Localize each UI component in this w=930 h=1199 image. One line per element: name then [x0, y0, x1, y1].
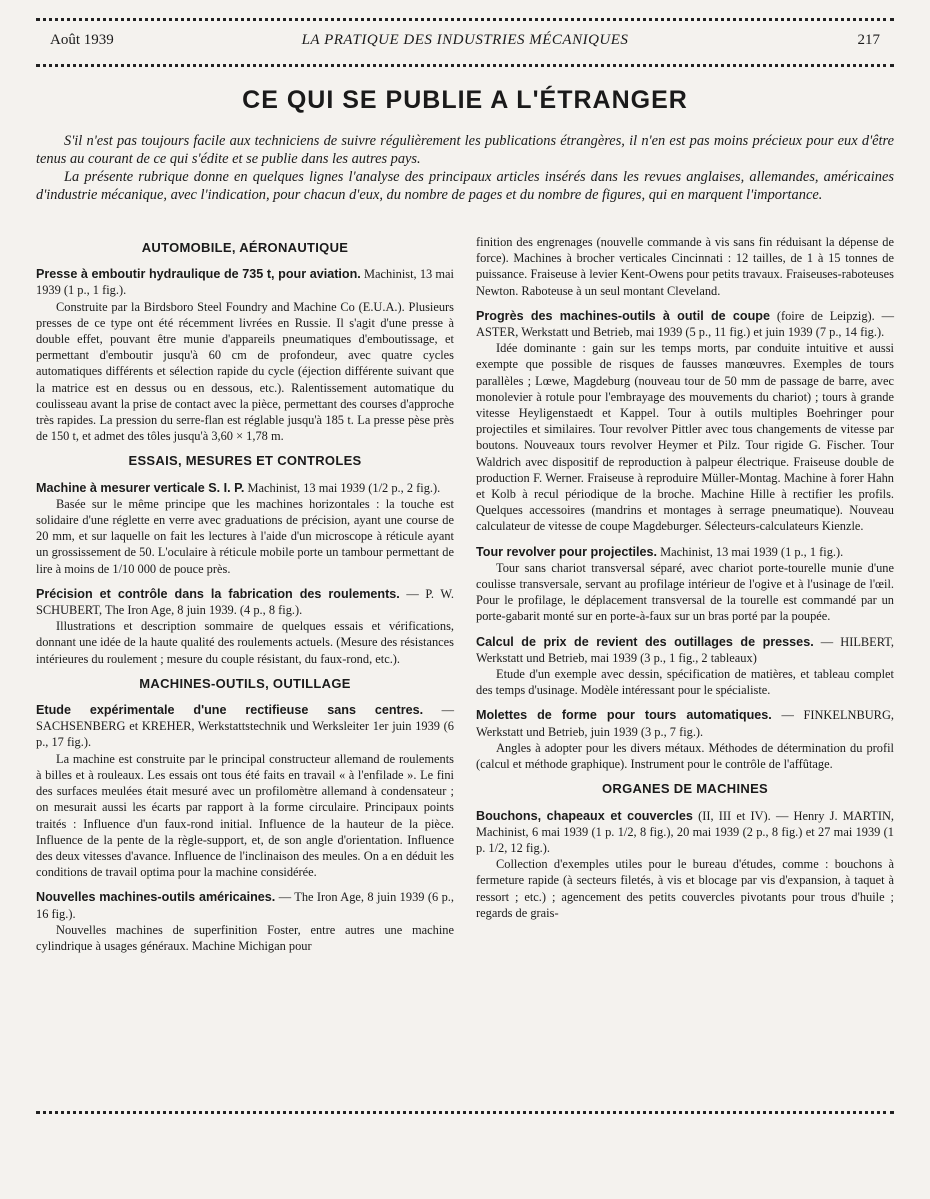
article-header [476, 634, 894, 666]
article [36, 266, 454, 444]
article [476, 634, 894, 699]
article-reference: — P. W. SCHUBERT, The Iron Age, 8 juin 1939. (4 p., 8 fig.). [36, 586, 454, 618]
article-reference: Machinist, 13 mai 1939 (1 p., 1 fig.). [660, 544, 844, 559]
article-reference: (II, III et IV). — Henry J. MARTIN, Machinist, 6 mai 1939 (1 p. 1/2, 8 fig.), 20 mai 1939 (2 p., 8 fig.) et 27 mai 1939 (1 p. 1/2, 12 fig.). [476, 808, 895, 855]
article-body: La machine est construite par le principal constructeur allemand de roulements à billes et à rouleaux. Les essais ont tous été faits en travail « à l'enfilade ». Le fini des surfaces meulées était mesuré avec un profilomètre allemand à condensateur ; on mesurait aussi les écarts par rapport à la forme circulaire. Principaux points traités : Influence d'un faux-rond initial. Influence de la hauteur de la pièce. Influence de la pente de la règle-support, et, de son angle d'orientation. Influence des deux vitesses d'avance. Influence de l'inclinaison des meules. On a en déduit les conditions de travail optima pour la machine considérée. [36, 751, 454, 880]
right-column [476, 234, 894, 930]
article-header [36, 586, 454, 618]
article-header [36, 480, 454, 496]
header-rule [36, 64, 894, 67]
article-body: Nouvelles machines de superfinition Foster, entre autres une machine cylindrique à usages généraux. Machine Michigan pour [36, 922, 454, 953]
section-heading: MACHINES-OUTILS, OUTILLAGE [139, 675, 351, 691]
running-header [50, 32, 880, 52]
article-body: Collection d'exemples utiles pour le bureau d'études, comme : bouchons à fermeture rapide (à secteurs filetés, à vis et blocage par vis d'expansion, à taquet à ressort ; etc.) ; agencement des petits couvercles pivotants pour trous d'huile ; regards de grais- [476, 857, 894, 920]
intro [36, 132, 894, 204]
article-reference: Machinist, 13 mai 1939 (1/2 p., 2 fig.). [247, 480, 441, 495]
article-title: Précision et contrôle dans la fabrication des roulements. [36, 586, 400, 601]
article-body: Etude d'un exemple avec dessin, spécification de matières, et tableau complet des temps d'usinage. Modèle intéressant pour le spécialiste. [476, 667, 894, 698]
article [36, 480, 454, 577]
article-title: Tour revolver pour projectiles. [476, 544, 658, 559]
article-header [36, 702, 454, 751]
article-title: Presse à emboutir hydraulique de 735 t, pour aviation. [36, 267, 361, 282]
intro-paragraph: La présente rubrique donne en quelques lignes l'analyse des principaux articles insérés dans les revues anglaises, allemandes, américaines d'industrie mécanique, avec l'indication, pour chacun d'eux, du nombre de pages et du nombre de figures, qui en marquent l'importance. [36, 169, 894, 203]
header-page-number: 217 [857, 32, 880, 48]
article-body: Angles à adopter pour les divers métaux. Méthodes de détermination du profil (calcul et méthode graphique). Instrument pour le contrôle de l'affûtage. [476, 740, 894, 772]
article [36, 702, 454, 880]
header-journal: LA PRATIQUE DES INDUSTRIES MÉCANIQUES [301, 32, 629, 48]
article-title: Molettes de forme pour tours automatiques. [476, 708, 772, 723]
article-title: Machine à mesurer verticale S. I. P. [36, 480, 245, 495]
article-reference: — SACHSENBERG et KREHER, Werkstattstechnik und Werksleiter 1er juin 1939 (6 p., 17 fig.). [36, 703, 454, 750]
article-body: Idée dominante : gain sur les temps morts, par conduite intuitive et aussi exempte que possible de risques de fausses manœuvres. Exemples de tours parallèles ; Lœwe, Magdeburg (nouveau tour de 50 mm de passage de barre, avec monolevier à rotule pour l'embrayage des mouvements du chariot) ; tours à grande vitesse Heyligenstaedt et Kappel. Tour à outils multiples Boehringer pour projectiles et similaires. Tour revolver Pittler avec tous changements de vitesse par boutons. Nouveaux tours revolver Heymer et Pilz. Tour rigide G. Fischer. Tour Waldrich avec dispositif de reproduction à palpeur électrique. Fraiseuse double de production F. Werner. Fraiseuse à reproduire Müller-Montag. Machine à forer Hahn et Kolb à recul périodique de la broche. Machine Hille à rectifier les profils. Quelques accessoires (mandrins et montages à serrage pneumatique). Nouveau calculateur de vitesse de coupe Magdeburger. Sélecteurs-calculateurs Kienzle. [476, 341, 894, 534]
header-date: Août 1939 [50, 32, 114, 48]
section-heading: AUTOMOBILE, AÉRONAUTIQUE [141, 240, 349, 255]
article-reference: — HILBERT, Werkstatt und Betrieb, mai 1939 (3 p., 1 fig., 2 tableaux) [476, 634, 894, 665]
article-reference: — FINKELNBURG, Werkstatt und Betrieb, juin 1939 (3 p., 7 fig.). [476, 708, 894, 739]
article-header [36, 266, 454, 298]
article-title: Nouvelles machines-outils américaines. [36, 890, 276, 905]
article-title: Calcul de prix de revient des outillages de presses. [476, 634, 814, 649]
article-header [476, 707, 894, 739]
article-header [476, 808, 894, 857]
article-reference: — The Iron Age, 8 juin 1939 (6 p., 16 fig.). [36, 890, 454, 921]
article-header [476, 308, 894, 340]
article-body: Tour sans chariot transversal séparé, avec chariot porte-tourelle munie d'une coulisse transversale, servant au profilage intérieur de l'ogive et à l'usinage de l'œil. Pour le profilage, le déplacement transversal de la tourelle est commandé par un porte-gabarit monté sur en porte-à-faux sur un bras porté par la poupée. [476, 560, 894, 624]
article-body: Construite par la Birdsboro Steel Foundry and Machine Co (E.U.A.). Plusieurs presses de ce type ont été récemment livrées en Russie. Il s'agit d'une presse à double effet, pouvant être munie d'appareils pneumatiques d'emboutissage, et permettant d'emboutir jusqu'à 60 cm de profondeur, avec quatre cycles automatiques différents et sélection rapide du cycle (éjection différente suivant que la matrice est en dessus ou en dessous, etc.). Ralentissement automatique du coulisseau avant la prise de contact avec la pièce, permettant des courses d'approche très rapides. La pression du serre-flan est réglable jusqu'à 185 t. La presse pèse près de 150 t, et admet des tôles jusqu'à 3,60 × 1,78 m. [36, 299, 454, 444]
article-header [476, 544, 894, 560]
article-body: Illustrations et description sommaire de quelques essais et vérifications, donnant une idée de la haute qualité des roulements actuels. (Mesure des résistances intérieures du roulement ; mesure du couple résistant, du faux-rond, etc.). [36, 619, 454, 666]
article [476, 308, 894, 535]
bottom-rule [36, 1111, 894, 1114]
top-rule [36, 18, 894, 21]
article [476, 707, 894, 772]
article-body: finition des engrenages (nouvelle commande à vis sans fin réduisant la dépense de force). Machines à brocher verticales Cincinnati : 12 tailles, de 1 à 15 tonnes de puissance. Fraiseuse à levier Kent-Owens pour petits travaux. Fraiseuses-raboteuses Newton. Raboteuse à un seul montant Cleveland. [476, 235, 894, 298]
article [476, 544, 894, 625]
page-title: CE QUI SE PUBLIE A L'ÉTRANGER [242, 86, 688, 114]
article [476, 808, 894, 921]
article-continuation [476, 234, 894, 299]
intro-paragraph: S'il n'est pas toujours facile aux techniciens de suivre régulièrement les publications étrangères, il n'en est pas moins précieux pour eux d'être tenus au courant de ce qui s'édite et se publie dans les autres pays. [36, 133, 894, 167]
article [36, 586, 454, 667]
article-title: Bouchons, chapeaux et couvercles [476, 808, 693, 823]
article-title: Etude expérimentale d'une rectifieuse sans centres. [36, 703, 424, 718]
article-body: Basée sur le même principe que les machines horizontales : la touche est solidaire d'une réglette en verre avec graduations de précision, ayant une course de 20 mm, et sur laquelle on fait les lectures à l'aide d'un microscope à réticule ayant un grossissement de 50. L'oculaire à réticule mobile porte un tambour permettant de lire à moins de 1/10 000 de pouce près. [36, 496, 454, 576]
left-column [36, 234, 454, 963]
article-reference: Machinist, 13 mai 1939 (1 p., 1 fig.). [36, 267, 454, 298]
section-heading: ORGANES DE MACHINES [601, 781, 769, 797]
section-heading: ESSAIS, MESURES ET CONTROLES [128, 453, 362, 469]
article-header [36, 889, 454, 921]
article-title: Progrès des machines-outils à outil de coupe [476, 308, 770, 323]
article-reference: (foire de Leipzig). — ASTER, Werkstatt und Betrieb, mai 1939 (5 p., 11 fig.) et juin 1939 (7 p., 14 fig.). [476, 308, 894, 340]
article [36, 889, 454, 954]
